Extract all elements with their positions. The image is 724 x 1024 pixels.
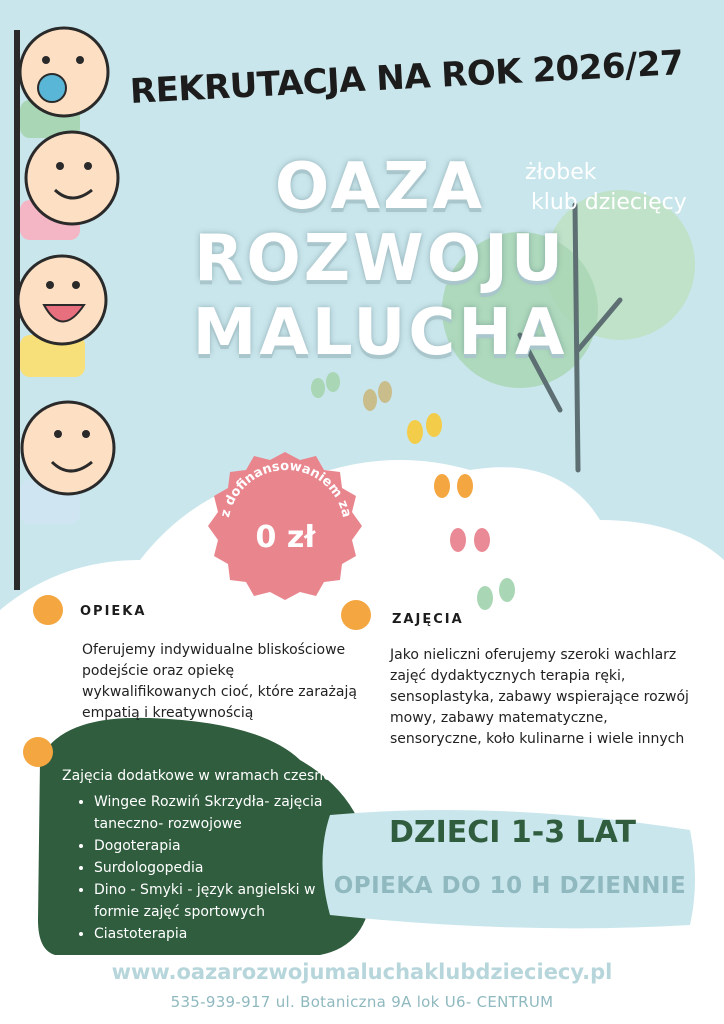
extra-item: • Dogoterapia [94,835,362,857]
extra-activities [62,765,362,945]
care-text: Oferujemy indywidualne bliskościowe podejście oraz opiekę wykwalifikowanych cioć, które zarażają empatią i kreatywnością [82,642,357,721]
title-line-2: ROZWOJU [194,222,566,296]
classes-title: ZAJĘCIA [392,612,464,627]
extra-item: • Ciastoterapia [94,923,362,945]
extra-dot [23,737,53,767]
extra-list [62,791,362,945]
care-hours: OPIEKA DO 10 H DZIENNIE [333,873,687,899]
classes-dot [341,600,371,630]
subtitle-line-1: żłobek [525,160,597,185]
recruitment-heading: REKRUTACJA NA ROK 2026/27 [128,43,685,112]
extra-intro: Zajęcia dodatkowe w wramach czesnego: [62,768,354,784]
title-line-1: OAZA [274,150,486,224]
extra-item: • Dino - Smyki - język angielski w formie zajęć sportowych [94,879,362,923]
badge-price: 0 zł [255,520,316,555]
title-line-3: MALUCHA [192,296,568,370]
extra-item: • Wingee Rozwiń Skrzydła- zajęcia taneczno- rozwojowe [94,791,362,835]
website-link[interactable]: www.oazarozwojumaluchaklubdzieciecy.pl [111,960,613,984]
baby-faces-illustration [14,28,118,590]
contact-info: 535-939-917 ul. Botaniczna 9A lok U6- CENTRUM [170,993,554,1011]
age-range: DZIECI 1-3 LAT [388,815,637,850]
badge-arc-text: z dofinansowaniem za [218,458,354,519]
care-title: OPIEKA [80,604,147,619]
subtitle-line-2: klub dziecięcy [531,190,687,215]
care-dot [33,595,63,625]
classes-text: Jako nieliczni oferujemy szeroki wachlarz zajęć dydaktycznych terapia ręki, sensoplastyka, zabawy wspierające rozwój mowy, zabawy matematyczne, sensoryczne, koło kulinarne i wiele innych [390,647,689,747]
extra-item: • Surdologopedia [94,857,362,879]
